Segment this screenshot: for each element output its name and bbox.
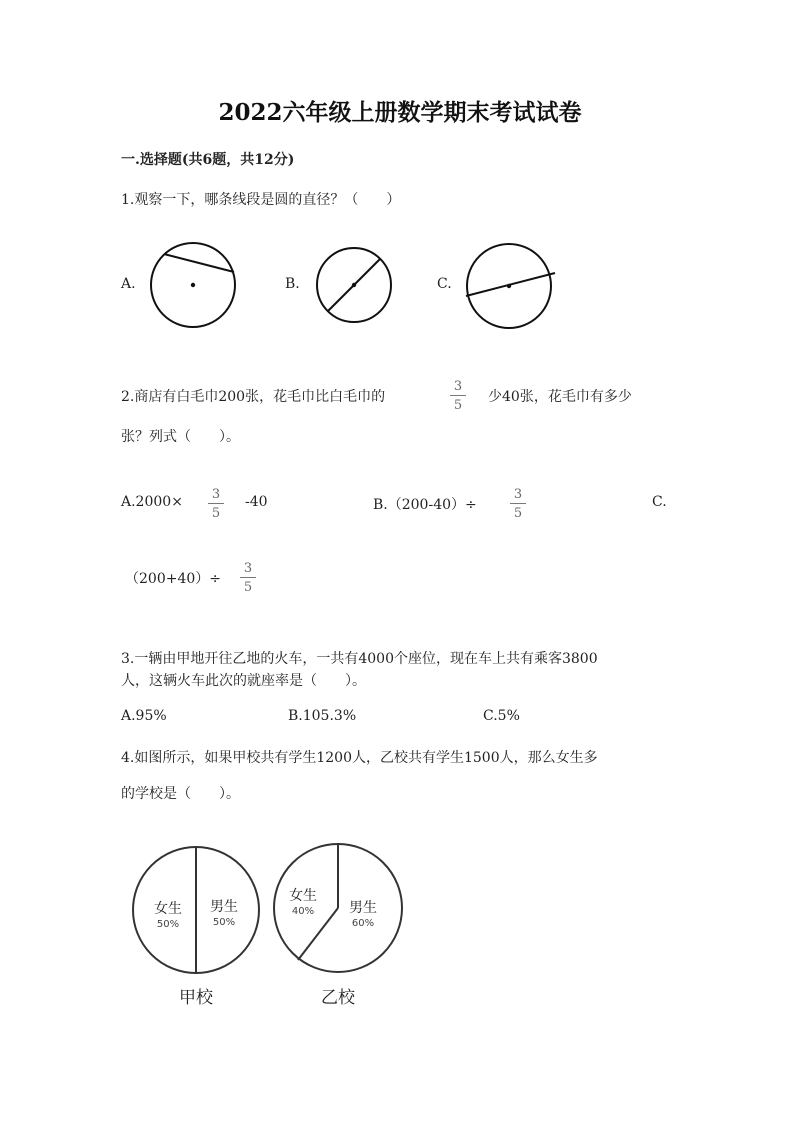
q1-option-b-label: B. [285, 276, 300, 292]
fraction-3-5 [240, 562, 256, 594]
pie-slice-pct-girls: 50% [156, 919, 180, 930]
q3-option-b: B.105.3% [288, 708, 357, 724]
q3-option-a: A.95% [121, 708, 167, 724]
pie-chart-caption: 乙校 [321, 988, 355, 1008]
fraction-numerator: 3 [453, 379, 463, 394]
fraction-denominator: 5 [211, 506, 221, 521]
question-2-line2: 张？列式（ ）。 [121, 429, 240, 445]
pie-slice-pct-boys: 50% [212, 917, 236, 928]
fraction-denominator: 5 [453, 398, 463, 413]
pie-slice-label-girls: 女生 [154, 901, 182, 917]
fraction-numerator: 3 [513, 487, 523, 502]
question-4-line2: 的学校是（ ）。 [121, 786, 240, 802]
q2-option-c-label: C. [652, 494, 667, 510]
pie-chart-caption: 甲校 [179, 988, 213, 1008]
pie-slice-label-boys: 男生 [349, 900, 377, 916]
question-3-line1: 3.一辆由甲地开往乙地的火车，一共有4000个座位，现在车上共有乘客3800 [121, 651, 598, 667]
pie-chart-school-yi [274, 844, 402, 1008]
q2-option-c-prefix: （200+40）÷ [125, 571, 221, 587]
fraction-3-5 [510, 488, 526, 520]
pie-chart-school-jia [133, 847, 259, 1008]
q1-option-c-label: C. [437, 276, 452, 292]
page-title: 2022六年级上册数学期末考试试卷 [218, 99, 582, 126]
q1-circles-figure [0, 0, 800, 360]
q2-option-a-suffix: -40 [245, 494, 268, 510]
question-2-line1-b: 少40张，花毛巾有多少 [488, 389, 632, 405]
q2-option-a-prefix: A.2000× [121, 494, 183, 510]
fraction-3-5 [450, 380, 466, 412]
fraction-numerator: 3 [211, 487, 221, 502]
circle-option-c [466, 244, 555, 328]
section-heading: 一.选择题(共6题，共12分) [121, 152, 295, 168]
pie-slice-pct-girls: 40% [291, 906, 315, 917]
fraction-numerator: 3 [243, 561, 253, 576]
q1-option-a-label: A. [121, 276, 136, 292]
question-3-line2: 人，这辆火车此次的就座率是（ ）。 [121, 673, 366, 689]
circle-option-b [317, 248, 391, 322]
q2-option-b-prefix: B.（200-40）÷ [373, 497, 477, 513]
q4-pie-charts-figure [0, 820, 800, 1020]
question-2-line1-a: 2.商店有白毛巾200张，花毛巾比白毛巾的 [121, 389, 386, 405]
q3-option-c: C.5% [483, 708, 520, 724]
pie-slice-label-girls: 女生 [289, 888, 317, 904]
fraction-bar [240, 577, 256, 578]
circle-option-a [151, 243, 235, 327]
question-4-line1: 4.如图所示，如果甲校共有学生1200人，乙校共有学生1500人，那么女生多 [121, 750, 598, 766]
fraction-3-5 [208, 488, 224, 520]
fraction-denominator: 5 [513, 506, 523, 521]
fraction-bar [208, 503, 224, 504]
pie-slice-label-boys: 男生 [210, 899, 238, 915]
fraction-denominator: 5 [243, 580, 253, 595]
pie-slice-pct-boys: 60% [351, 918, 375, 929]
fraction-bar [510, 503, 526, 504]
fraction-bar [450, 395, 466, 396]
question-1-text: 1.观察一下，哪条线段是圆的直径？（ ） [121, 192, 401, 208]
